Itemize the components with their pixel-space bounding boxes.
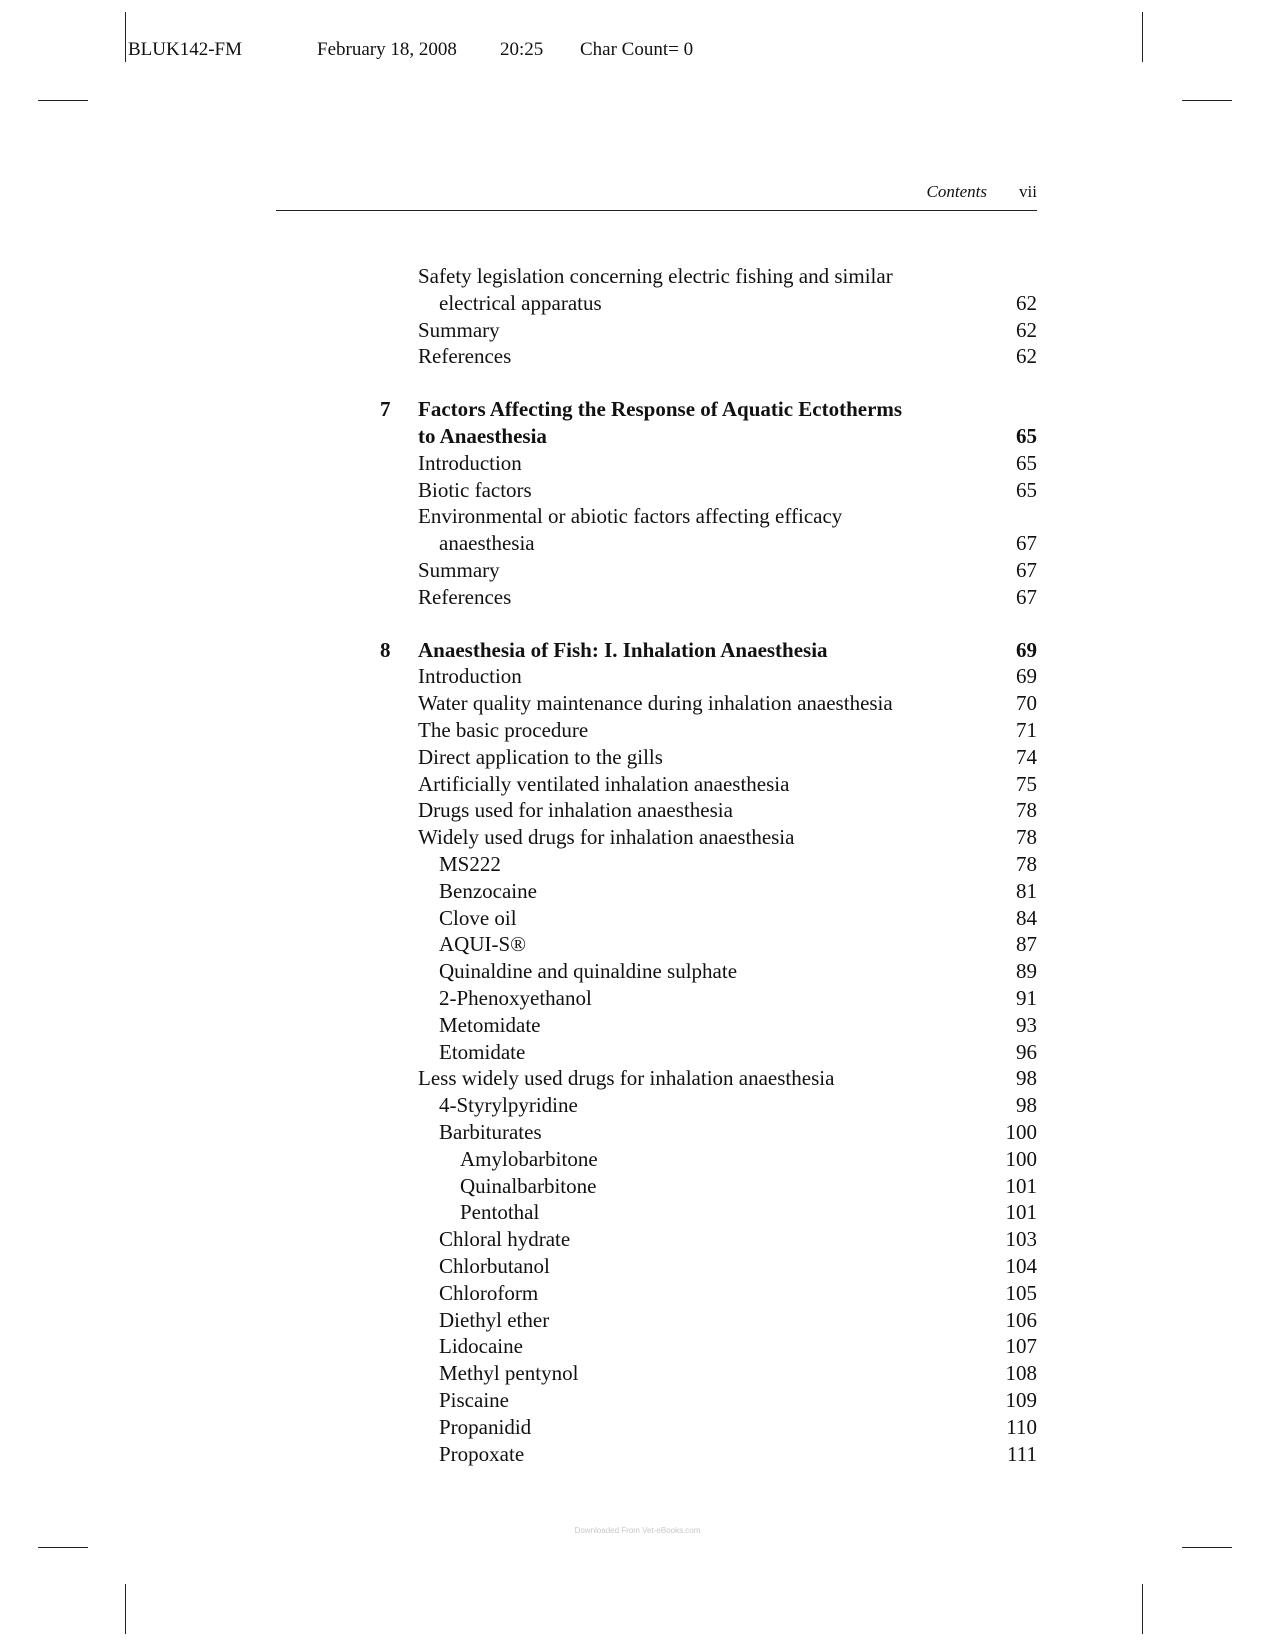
- toc-entry-row[interactable]: [380, 423, 1037, 450]
- toc-entry-title: Direct application to the gills: [418, 744, 663, 769]
- toc-entry-row[interactable]: [380, 317, 1037, 344]
- toc-entry-title: Chloral hydrate: [439, 1227, 571, 1252]
- crop-mark-bottom-left-horizontal: [38, 1547, 88, 1548]
- toc-entry-title: Summary: [418, 558, 500, 582]
- toc-page-number: 108: [1005, 1361, 1037, 1386]
- crop-mark-bottom-left-vertical: [125, 1584, 126, 1634]
- toc-page-number: 67: [1016, 531, 1037, 556]
- toc-page-number: 110: [1006, 1414, 1037, 1439]
- toc-entry-title: The basic procedure: [418, 718, 589, 742]
- toc-page-number: 101: [1005, 1173, 1037, 1198]
- toc-entry-title: Amylobarbitone: [460, 1146, 598, 1171]
- toc-page-number: 100: [1005, 1120, 1037, 1144]
- toc-entry-row[interactable]: [380, 1092, 1037, 1119]
- toc-page-number: 62: [1016, 290, 1037, 315]
- toc-entry-title: Quinalbarbitone: [460, 1173, 597, 1198]
- toc-entry-title: Artificially ventilated inhalation anaesthesia: [418, 771, 790, 796]
- toc-entry-title: Pentothal: [460, 1200, 540, 1225]
- page-folio: vii: [1019, 182, 1037, 201]
- toc-entry-row[interactable]: [380, 824, 1037, 851]
- toc-entry-row[interactable]: [380, 530, 1037, 557]
- toc-entry-row[interactable]: [380, 1012, 1037, 1039]
- toc-page-number: 93: [1016, 1012, 1037, 1037]
- toc-page-number: 103: [1005, 1227, 1037, 1252]
- slug-date: February 18, 2008: [317, 39, 457, 60]
- slug-char-count: Char Count= 0: [580, 39, 694, 60]
- toc-page-number: 100: [1005, 1146, 1037, 1171]
- toc-page-number: 67: [1016, 558, 1037, 582]
- toc-entry-title: Diethyl ether: [439, 1307, 550, 1332]
- toc-entry-title: Benzocaine: [439, 878, 537, 903]
- download-watermark: Downloaded From Vet-eBooks.com: [574, 1526, 701, 1535]
- toc-page-number: 89: [1016, 959, 1037, 984]
- toc-entry-row[interactable]: [380, 263, 1037, 290]
- toc-page-number: 87: [1016, 932, 1037, 957]
- toc-entry-title: Clove oil: [439, 905, 517, 930]
- crop-mark-top-left-vertical: [125, 12, 126, 62]
- toc-entry-title: References: [418, 344, 512, 369]
- toc-page-number: 67: [1016, 584, 1037, 609]
- toc-entry-row[interactable]: [380, 1333, 1037, 1360]
- toc-entry-row[interactable]: [380, 557, 1037, 584]
- toc-chapter-number: 7: [380, 397, 391, 422]
- toc-page-number: 104: [1005, 1254, 1037, 1278]
- toc-entry-row[interactable]: [380, 985, 1037, 1012]
- toc-page-number: 65: [1016, 450, 1037, 475]
- running-head: [276, 182, 1037, 211]
- toc-entry-title: to Anaesthesia: [418, 424, 547, 448]
- toc-entry-row[interactable]: [380, 1119, 1037, 1146]
- toc-page-number: 78: [1016, 798, 1037, 823]
- toc-entry-title: Propanidid: [439, 1414, 532, 1439]
- toc-page-number: 65: [1016, 424, 1037, 448]
- toc-entry-title: Lidocaine: [439, 1334, 523, 1359]
- toc-entry-row[interactable]: [380, 1199, 1037, 1226]
- toc-entry-title: 4-Styrylpyridine: [439, 1093, 578, 1118]
- toc-entry-row[interactable]: [380, 1039, 1037, 1066]
- toc-entry-title: Safety legislation concerning electric fishing and similar: [418, 264, 893, 288]
- toc-page-number: 78: [1016, 852, 1037, 876]
- toc-entry-row[interactable]: [380, 1065, 1037, 1092]
- toc-entry-row[interactable]: [380, 290, 1037, 317]
- toc-entry-row[interactable]: [380, 878, 1037, 905]
- toc-entry-row[interactable]: [380, 1387, 1037, 1414]
- toc-entry-row[interactable]: [380, 477, 1037, 504]
- toc-entry-row[interactable]: [380, 450, 1037, 477]
- toc-entry-title: anaesthesia: [439, 531, 535, 556]
- toc-entry-row[interactable]: [380, 343, 1037, 370]
- crop-mark-bottom-right-vertical: [1142, 1584, 1143, 1634]
- toc-entry-row[interactable]: [380, 690, 1037, 717]
- toc-chapter-row[interactable]: [380, 637, 1037, 664]
- toc-entry-row[interactable]: [380, 931, 1037, 958]
- running-head-section: Contents: [926, 182, 987, 201]
- toc-page-number: 75: [1016, 771, 1037, 796]
- toc-entry-title: Introduction: [418, 664, 522, 689]
- toc-page-number: 62: [1016, 317, 1037, 342]
- toc-page-number: 69: [1016, 664, 1037, 689]
- toc-entry-title: Barbiturates: [439, 1120, 542, 1144]
- toc-entry-row[interactable]: [380, 1146, 1037, 1173]
- toc-page-number: 107: [1005, 1334, 1037, 1359]
- toc-entry-row[interactable]: [380, 663, 1037, 690]
- toc-entry-title: Chlorbutanol: [439, 1254, 550, 1278]
- crop-mark-top-right-horizontal: [1182, 100, 1232, 101]
- toc-entry-row[interactable]: [380, 1253, 1037, 1280]
- toc-entry-title: electrical apparatus: [439, 290, 602, 315]
- toc-entry-title: Summary: [418, 317, 500, 342]
- toc-page-number: 105: [1005, 1280, 1037, 1305]
- toc-page-number: 62: [1016, 344, 1037, 369]
- crop-mark-top-right-vertical: [1142, 12, 1143, 62]
- toc-page-number: 111: [1007, 1441, 1037, 1466]
- toc-entry-row[interactable]: [380, 1414, 1037, 1441]
- toc-page-number: 91: [1016, 986, 1037, 1010]
- toc-entry-title: AQUI-S®: [439, 932, 527, 957]
- toc-page-number: 69: [1016, 637, 1037, 662]
- toc-entry-row[interactable]: [380, 717, 1037, 744]
- toc-entry-title: References: [418, 584, 512, 609]
- toc-page-number: 65: [1016, 477, 1037, 502]
- toc-entry-title: Piscaine: [439, 1388, 509, 1412]
- toc-page-number: 81: [1016, 878, 1037, 903]
- toc-entry-row[interactable]: [380, 905, 1037, 932]
- toc-entry-row[interactable]: [380, 1307, 1037, 1334]
- toc-entry-title: Factors Affecting the Response of Aquatic Ectotherms: [418, 397, 903, 422]
- toc-entry-title: Quinaldine and quinaldine sulphate: [439, 959, 738, 984]
- toc-page-number: 109: [1005, 1388, 1037, 1412]
- toc-entry-row[interactable]: [380, 958, 1037, 985]
- toc-entry-row[interactable]: [380, 584, 1037, 611]
- toc-entry-row[interactable]: [380, 1226, 1037, 1253]
- toc-entry-title: MS222: [439, 852, 501, 876]
- toc-page-number: 71: [1016, 718, 1037, 742]
- toc-entry-row[interactable]: [380, 1173, 1037, 1200]
- toc-entry-title: Etomidate: [439, 1039, 526, 1064]
- toc-entry-row[interactable]: [380, 1441, 1037, 1468]
- toc-page-number: 106: [1005, 1307, 1037, 1332]
- crop-mark-bottom-right-horizontal: [1182, 1547, 1232, 1548]
- toc-entry-title: Biotic factors: [418, 477, 532, 502]
- toc-page-number: 84: [1016, 905, 1037, 930]
- toc-entry-title: Methyl pentynol: [439, 1361, 579, 1386]
- crop-mark-top-left-horizontal: [38, 100, 88, 101]
- toc-chapter-number: 8: [380, 637, 391, 662]
- toc-page-number: 78: [1016, 825, 1037, 850]
- toc-entry-row[interactable]: [380, 851, 1037, 878]
- toc-page-number: 70: [1016, 691, 1037, 716]
- toc-entry-row[interactable]: [380, 503, 1037, 530]
- toc-chapter-row[interactable]: [380, 396, 1037, 423]
- toc-entry-title: Less widely used drugs for inhalation anaesthesia: [418, 1066, 835, 1091]
- toc-page-number: 101: [1005, 1200, 1037, 1225]
- toc-entry-title: Propoxate: [439, 1441, 525, 1466]
- toc-entry-title: Widely used drugs for inhalation anaesthesia: [418, 825, 795, 850]
- toc-entry-row[interactable]: [380, 771, 1037, 798]
- toc-page-number: 96: [1016, 1039, 1037, 1064]
- toc-entry-title: Water quality maintenance during inhalation anaesthesia: [418, 691, 893, 716]
- toc-entry-row[interactable]: [380, 797, 1037, 824]
- toc-entry-title: Chloroform: [439, 1280, 539, 1305]
- toc-page-number: 74: [1016, 744, 1037, 769]
- toc-entry-row[interactable]: [380, 1280, 1037, 1307]
- slug-job-code: BLUK142-FM: [128, 39, 243, 60]
- toc-entry-title: 2-Phenoxyethanol: [439, 986, 592, 1010]
- toc-entry-title: Anaesthesia of Fish: I. Inhalation Anaesthesia: [418, 637, 828, 662]
- toc-entry-row[interactable]: [380, 744, 1037, 771]
- toc-entry-title: Metomidate: [439, 1012, 541, 1037]
- slug-time: 20:25: [500, 39, 544, 60]
- toc-entry-title: Environmental or abiotic factors affecting efficacy: [418, 504, 843, 529]
- toc-entry-title: Introduction: [418, 450, 522, 475]
- toc-page-number: 98: [1016, 1066, 1037, 1091]
- toc-entry-row[interactable]: [380, 1360, 1037, 1387]
- toc-page-number: 98: [1016, 1093, 1037, 1118]
- toc-entry-title: Drugs used for inhalation anaesthesia: [418, 798, 733, 823]
